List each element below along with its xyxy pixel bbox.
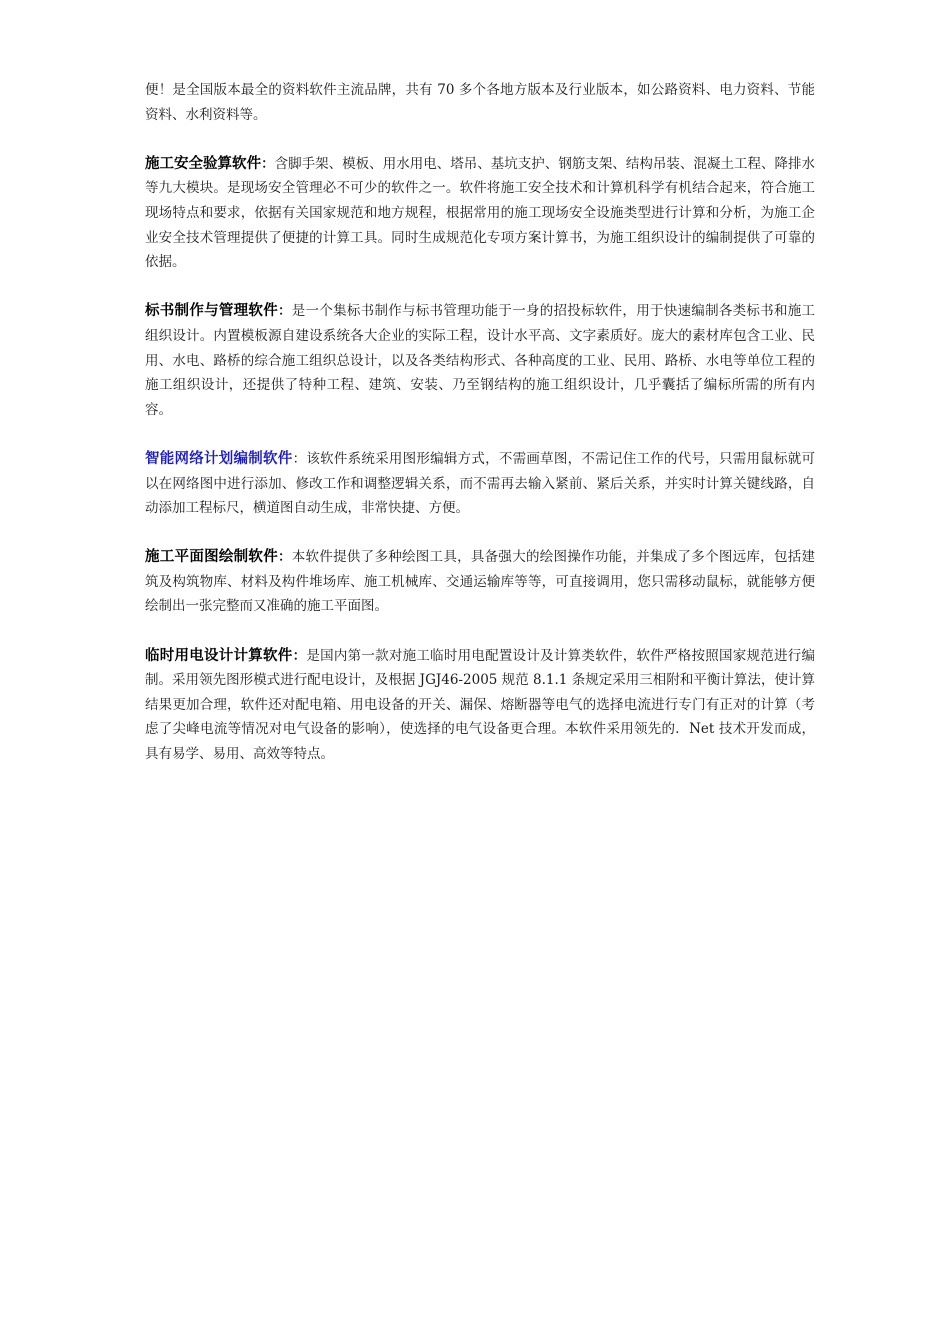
section-heading: 临时用电设计计算软件: [145, 647, 293, 664]
section-heading: 施工平面图绘制软件: [145, 549, 278, 566]
heading-colon: ：: [278, 303, 292, 320]
intro-text: 便！是全国版本最全的资料软件主流品牌，共有 70 多个各地方版本及行业版本，如公路资料、电力资料、节能资料、水利资料等。: [145, 82, 815, 123]
heading-colon: ：: [278, 549, 292, 566]
section-body: 该软件系统采用图形编辑方式，不需画草图，不需记住工作的代号，只需用鼠标就可以在网络图中进行添加、修改工作和调整逻辑关系，而不需再去输入紧前、紧后关系，并实时计算关键线路，自动添加工程标尺，横道图自动生成，非常快捷、方便。: [145, 450, 816, 517]
document-page: [145, 78, 815, 791]
section-site-plan: [145, 545, 815, 619]
heading-colon: ：: [261, 155, 275, 172]
section-body: 本软件提供了多种绘图工具，具备强大的绘图操作功能，并集成了多个图远库，包括建筑及构筑物库、材料及构件堆场库、施工机械库、交通运输库等等，可直接调用，您只需移动鼠标，就能够方便绘制出一张完整而又准确的施工平面图。: [145, 549, 816, 615]
heading-colon: ：: [292, 450, 307, 467]
section-heading: 施工安全验算软件: [145, 155, 262, 172]
section-body: 是一个集标书制作与标书管理功能于一身的招投标软件，用于快速编制各类标书和施工组织设计。内置模板源自建设系统各大企业的实际工程，设计水平高、文字素质好。庞大的素材库包含工业、民用、水电、路桥的综合施工组织总设计，以及各类结构形式、各种高度的工业、民用、路桥、水电等单位工程的施工组织设计，还提供了特种工程、建筑、安装、乃至钢结构的施工组织设计，几乎囊括了编标所需的所有内容。: [145, 303, 816, 418]
heading-colon: ：: [292, 647, 307, 664]
section-temp-power: [145, 644, 815, 767]
intro-paragraph: [145, 78, 815, 127]
section-heading-link[interactable]: 智能网络计划编制软件: [145, 450, 293, 467]
section-heading: 标书制作与管理软件: [145, 303, 278, 320]
section-body: 含脚手架、模板、用水用电、塔吊、基坑支护、钢筋支架、结构吊装、混凝土工程、降排水等九大模块。是现场安全管理必不可少的软件之一。软件将施工安全技术和计算机科学有机结合起来，符合施工现场特点和要求，依据有关国家规范和地方规程，根据常用的施工现场安全设施类型进行计算和分析，为施工企业安全技术管理提供了便捷的计算工具。同时生成规范化专项方案计算书，为施工组织设计的编制提供了可靠的依据。: [145, 155, 816, 271]
section-body: 是国内第一款对施工临时用电配置设计及计算类软件，软件严格按照国家规范进行编制。采用领先图形模式进行配电设计，及根据 JGJ46-2005 规范 8.1.1 条规定采用三相附和平衡计算法，使计算结果更加合理，软件还对配电箱、用电设备的开关、漏保、熔断器等电气的选择电流进行专门有正对的计算（考虑了尖峰电流等情况对电气设备的影响），使选择的电气设备更合理。本软件采用领先的．Net 技术开发而成，具有易学、易用、高效等特点。: [145, 647, 816, 763]
section-bid-docs: [145, 299, 815, 422]
section-network-plan: [145, 447, 815, 521]
section-safety-calc: [145, 152, 815, 275]
